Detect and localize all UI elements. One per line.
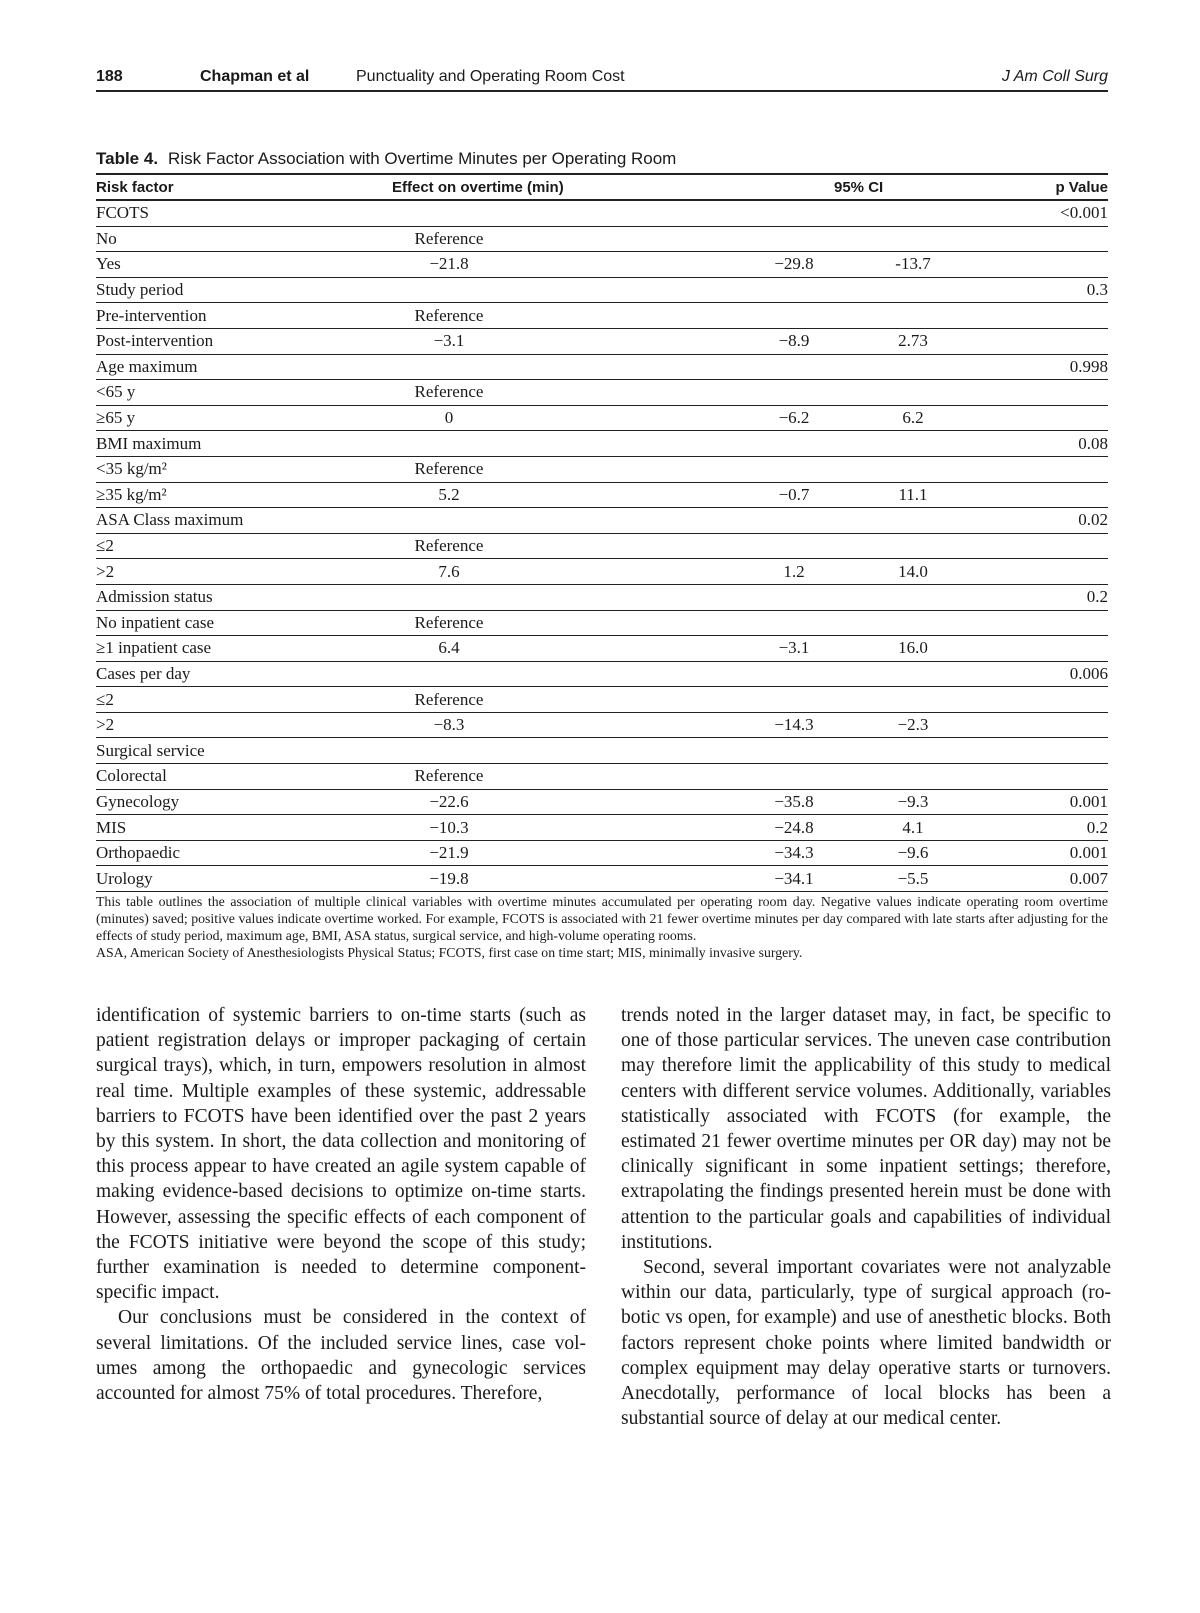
ci-cell [716, 431, 996, 457]
table-row [96, 636, 1108, 662]
p-value-cell [996, 252, 1108, 278]
ci-lower: −35.8 [774, 791, 814, 811]
table-row [96, 789, 1108, 815]
risk-factor-cell: >2 [96, 559, 386, 585]
table-row [96, 661, 1108, 687]
effect-cell: 5.2 [386, 482, 716, 508]
risk-factor-cell: Gynecology [96, 789, 386, 815]
p-value-cell: 0.2 [996, 584, 1108, 610]
abbreviations-text: ASA, American Society of Anesthesiologists Physical Status; FCOTS, first case on time start; MIS, minimally invasive surgery. [96, 945, 803, 960]
table-row [96, 380, 1108, 406]
risk-factor-cell: No inpatient case [96, 610, 386, 636]
ci-cell [716, 687, 996, 713]
ci-lower: −14.3 [774, 715, 814, 735]
col-header-effect: Effect on overtime (min) [386, 174, 716, 200]
ci-cell [716, 584, 996, 610]
ci-cell [716, 636, 996, 662]
ci-cell [716, 789, 996, 815]
risk-factor-cell: <35 kg/m² [96, 456, 386, 482]
table-row [96, 456, 1108, 482]
effect-cell [386, 277, 716, 303]
table-title: Risk Factor Association with Overtime Minutes per Operating Room [168, 149, 677, 168]
p-value-cell [996, 559, 1108, 585]
risk-factor-cell: Colorectal [96, 764, 386, 790]
risk-factor-cell: ≤2 [96, 687, 386, 713]
risk-factor-cell: ≥65 y [96, 405, 386, 431]
running-header [96, 66, 1108, 92]
ci-upper: 14.0 [898, 561, 928, 581]
ci-cell [716, 738, 996, 764]
table-row [96, 277, 1108, 303]
risk-factor-cell: Age maximum [96, 354, 386, 380]
col-header-risk-factor: Risk factor [96, 174, 386, 200]
running-title: Punctuality and Operating Room Cost [356, 68, 625, 85]
risk-factor-cell: Yes [96, 252, 386, 278]
ci-cell [716, 815, 996, 841]
table-row [96, 764, 1108, 790]
effect-cell: −3.1 [386, 328, 716, 354]
risk-factor-cell: No [96, 226, 386, 252]
table-row [96, 482, 1108, 508]
effect-cell: 6.4 [386, 636, 716, 662]
ci-upper: -13.7 [895, 254, 931, 274]
p-value-cell [996, 380, 1108, 406]
risk-factor-cell: Orthopaedic [96, 840, 386, 866]
table-row [96, 328, 1108, 354]
effect-cell [386, 354, 716, 380]
table-row [96, 508, 1108, 534]
table-row [96, 687, 1108, 713]
p-value-cell: 0.08 [996, 431, 1108, 457]
ci-cell [716, 508, 996, 534]
effect-cell [386, 584, 716, 610]
risk-factor-cell: Surgical service [96, 738, 386, 764]
risk-factor-cell: ≥1 inpatient case [96, 636, 386, 662]
effect-cell: Reference [386, 456, 716, 482]
p-value-cell [996, 405, 1108, 431]
effect-cell: −22.6 [386, 789, 716, 815]
effect-cell: Reference [386, 533, 716, 559]
risk-factor-cell: Pre-intervention [96, 303, 386, 329]
page-number: 188 [96, 68, 123, 85]
ci-cell [716, 252, 996, 278]
table-footnote [96, 893, 1108, 961]
ci-upper: −9.3 [897, 791, 929, 811]
risk-factor-cell: Post-intervention [96, 328, 386, 354]
ci-lower: −29.8 [774, 254, 814, 274]
table-row [96, 866, 1108, 892]
body-column-right [621, 1003, 1111, 1431]
table-header-row [96, 174, 1108, 200]
p-value-cell [996, 738, 1108, 764]
body-column-left [96, 1003, 586, 1406]
effect-cell [386, 738, 716, 764]
effect-cell: −21.8 [386, 252, 716, 278]
p-value-cell [996, 712, 1108, 738]
risk-factor-cell: BMI maximum [96, 431, 386, 457]
ci-lower: −34.3 [774, 843, 814, 863]
effect-cell: Reference [386, 226, 716, 252]
p-value-cell [996, 456, 1108, 482]
p-value-cell [996, 610, 1108, 636]
ci-cell [716, 226, 996, 252]
ci-cell [716, 610, 996, 636]
ci-lower: 1.2 [783, 561, 805, 581]
p-value-cell: <0.001 [996, 200, 1108, 226]
table-row [96, 226, 1108, 252]
effect-cell: −19.8 [386, 866, 716, 892]
effect-cell: 0 [386, 405, 716, 431]
p-value-cell [996, 764, 1108, 790]
risk-factor-cell: FCOTS [96, 200, 386, 226]
risk-factor-cell: >2 [96, 712, 386, 738]
table-row [96, 431, 1108, 457]
ci-upper: 11.1 [898, 484, 928, 504]
ci-lower: −6.2 [778, 408, 810, 428]
ci-lower: −0.7 [778, 484, 810, 504]
ci-lower: −34.1 [774, 868, 814, 888]
effect-cell: Reference [386, 303, 716, 329]
table-row [96, 303, 1108, 329]
risk-factor-cell: Admission status [96, 584, 386, 610]
table-row [96, 533, 1108, 559]
risk-factor-cell: ≥35 kg/m² [96, 482, 386, 508]
p-value-cell: 0.007 [996, 866, 1108, 892]
p-value-cell: 0.001 [996, 789, 1108, 815]
risk-factor-cell: MIS [96, 815, 386, 841]
paragraph: Second, several important covariates were not analyzable within our data, particularly, type of surgical approach (robotic vs open, for example) and use of anesthetic blocks. Both factors represent choke points where limited bandwidth or complex equipment may delay operative starts or turnovers. Anecdotally, performance of local blocks has been a substantial source of delay at our medical center. [621, 1257, 1111, 1430]
p-value-cell [996, 687, 1108, 713]
risk-factor-cell: Study period [96, 277, 386, 303]
table-row [96, 405, 1108, 431]
ci-cell [716, 661, 996, 687]
ci-lower: −8.9 [778, 331, 810, 351]
effect-cell [386, 661, 716, 687]
table-label: Table 4. [96, 149, 159, 168]
p-value-cell [996, 533, 1108, 559]
p-value-cell [996, 328, 1108, 354]
p-value-cell [996, 636, 1108, 662]
table-row [96, 712, 1108, 738]
ci-cell [716, 354, 996, 380]
effect-cell: 7.6 [386, 559, 716, 585]
ci-upper: 4.1 [902, 817, 924, 837]
ci-cell [716, 328, 996, 354]
effect-cell [386, 508, 716, 534]
effect-cell: −21.9 [386, 840, 716, 866]
ci-upper: 16.0 [898, 638, 928, 658]
footnote-text: This table outlines the association of multiple clinical variables with overtime minutes accumulated per operating room day. Negative values indicate operating room overtime (minutes) saved; positive values indicate overtime worked. For example, FCOTS is associated with 21 fewer overtime minutes per day compared with late starts after adjusting for the effects of study period, maximum age, BMI, ASA status, surgical service, and high-volume operating rooms. [96, 894, 1108, 943]
ci-cell [716, 380, 996, 406]
effect-cell: −10.3 [386, 815, 716, 841]
paragraph: Our conclusions must be considered in the context of several limitations. Of the included service lines, case volumes among the orthopaedic and gynecologic services accounted for almost 75% of total procedures. Therefore, [96, 1307, 586, 1405]
table-row [96, 252, 1108, 278]
authors: Chapman et al [200, 68, 310, 85]
ci-cell [716, 764, 996, 790]
col-header-p-value: p Value [996, 174, 1108, 200]
risk-factor-cell: ≤2 [96, 533, 386, 559]
ci-cell [716, 712, 996, 738]
risk-factor-cell: Urology [96, 866, 386, 892]
table-row [96, 738, 1108, 764]
ci-upper: −2.3 [897, 715, 929, 735]
table-row [96, 815, 1108, 841]
effect-cell: Reference [386, 610, 716, 636]
ci-cell [716, 533, 996, 559]
paragraph: trends noted in the larger dataset may, in fact, be specific to one of those particular services. The uneven case contribution may therefore limit the applicability of this study to medical centers with different service volumes. Additionally, variables statistically associated with FCOTS (for example, the estimated 21 fewer overtime minutes per OR day) may not be clinically significant in some inpatient settings; therefore, extrapolating the findings presented herein must be done with attention to the particular goals and capabilities of individual institutions. [621, 1005, 1111, 1253]
table-row [96, 354, 1108, 380]
paragraph: identification of systemic barriers to on-time starts (such as patient registration delays or improper packaging of certain surgical trays), which, in turn, empowers resolution in almost real time. Multiple examples of these systemic, addressable barriers to FCOTS have been identified over the past 2 years by this system. In short, the data collection and monitoring of this process appear to have created an agile system capable of making evidence-based decisions to optimize on-time starts. However, assessing the specific effects of each component of the FCOTS initiative were beyond the scope of this study; further examination is needed to determine component-specific impact. [96, 1005, 586, 1304]
ci-cell [716, 559, 996, 585]
risk-factor-table [96, 173, 1108, 892]
ci-upper: 2.73 [898, 331, 928, 351]
p-value-cell [996, 226, 1108, 252]
ci-cell [716, 303, 996, 329]
p-value-cell: 0.001 [996, 840, 1108, 866]
effect-cell: Reference [386, 687, 716, 713]
p-value-cell: 0.02 [996, 508, 1108, 534]
effect-cell [386, 431, 716, 457]
ci-upper: −9.6 [897, 843, 929, 863]
effect-cell [386, 200, 716, 226]
p-value-cell: 0.998 [996, 354, 1108, 380]
ci-cell [716, 866, 996, 892]
table-row [96, 200, 1108, 226]
table-row [96, 584, 1108, 610]
ci-cell [716, 405, 996, 431]
effect-cell: Reference [386, 764, 716, 790]
p-value-cell: 0.3 [996, 277, 1108, 303]
effect-cell: Reference [386, 380, 716, 406]
ci-cell [716, 277, 996, 303]
ci-cell [716, 840, 996, 866]
p-value-cell [996, 303, 1108, 329]
ci-upper: −5.5 [897, 868, 929, 888]
ci-lower: −24.8 [774, 817, 814, 837]
ci-cell [716, 482, 996, 508]
col-header-ci: 95% CI [716, 174, 996, 200]
table-row [96, 559, 1108, 585]
risk-factor-cell: <65 y [96, 380, 386, 406]
ci-cell [716, 200, 996, 226]
journal-name: J Am Coll Surg [1001, 68, 1108, 85]
ci-lower: −3.1 [778, 638, 810, 658]
risk-factor-cell: Cases per day [96, 661, 386, 687]
table-caption [96, 149, 676, 169]
p-value-cell: 0.006 [996, 661, 1108, 687]
p-value-cell: 0.2 [996, 815, 1108, 841]
ci-upper: 6.2 [902, 408, 924, 428]
ci-cell [716, 456, 996, 482]
risk-factor-cell: ASA Class maximum [96, 508, 386, 534]
table-row [96, 840, 1108, 866]
table-row [96, 610, 1108, 636]
p-value-cell [996, 482, 1108, 508]
effect-cell: −8.3 [386, 712, 716, 738]
